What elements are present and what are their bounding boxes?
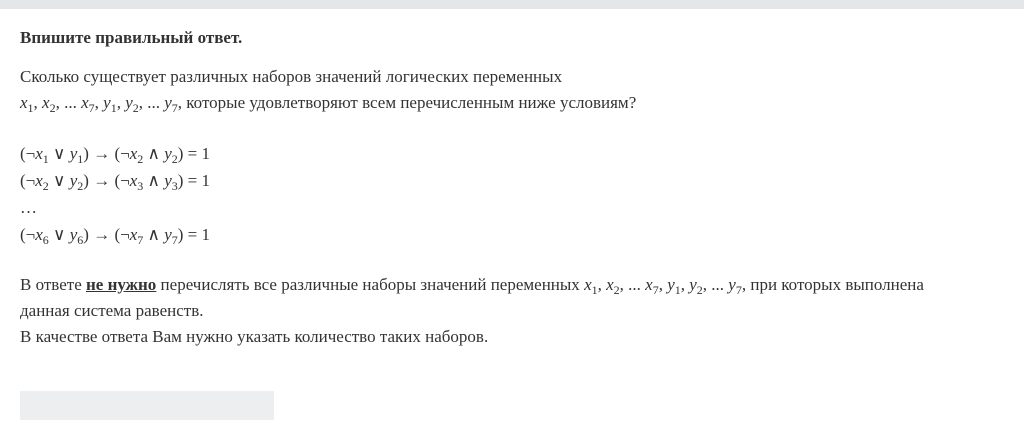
note-variable-list: $x_1$, $x_2$, ... $x_7$, $y_1$, $y_2$, ... $y_7$ (584, 275, 742, 297)
top-bar (0, 0, 1024, 9)
question-line-1: Сколько существует различных наборов значений логических переменных (20, 67, 563, 86)
equation-ellipsis: … (20, 198, 37, 217)
equation-system (20, 140, 1010, 248)
answer-note (20, 272, 1010, 350)
note-line-1: В ответе не нужно перечислять все различные наборы значений переменных $x_1$, $x_2$, ... $x_7$, $y_1$, $y_2$, ... $y_7$, при которых выполнена (20, 275, 924, 297)
question-line-2 (20, 90, 1010, 116)
equation-row: ($\neg x_2$ ∨ $y_2$) → ($\neg x_3$ ∧ $y_3) = 1$ (20, 171, 211, 193)
task-content (20, 26, 1010, 350)
task-instruction: Впишите правильный ответ. (20, 28, 243, 47)
note-line-2: данная система равенств. (20, 301, 204, 320)
emphasis-not-needed: не нужно (86, 275, 157, 294)
note-line-3: В качестве ответа Вам нужно указать количество таких наборов. (20, 327, 489, 346)
equation-row: ($\neg x_6$ ∨ $y_6$) → ($\neg x_7$ ∧ $y_7) = 1$ (20, 225, 211, 247)
answer-input[interactable] (20, 391, 274, 420)
question-text (20, 64, 1010, 116)
equation-row: ($\neg x_1$ ∨ $y_1$) → ($\neg x_2$ ∧ $y_2) = 1$ (20, 144, 211, 166)
question-line-2-tail: , которые удовлетворяют всем перечисленным ниже условиям? (177, 93, 637, 112)
variable-list: $x_1$, $x_2$, ... $x_7$, $y_1$, $y_2$, ... $y_7$ (20, 93, 178, 115)
